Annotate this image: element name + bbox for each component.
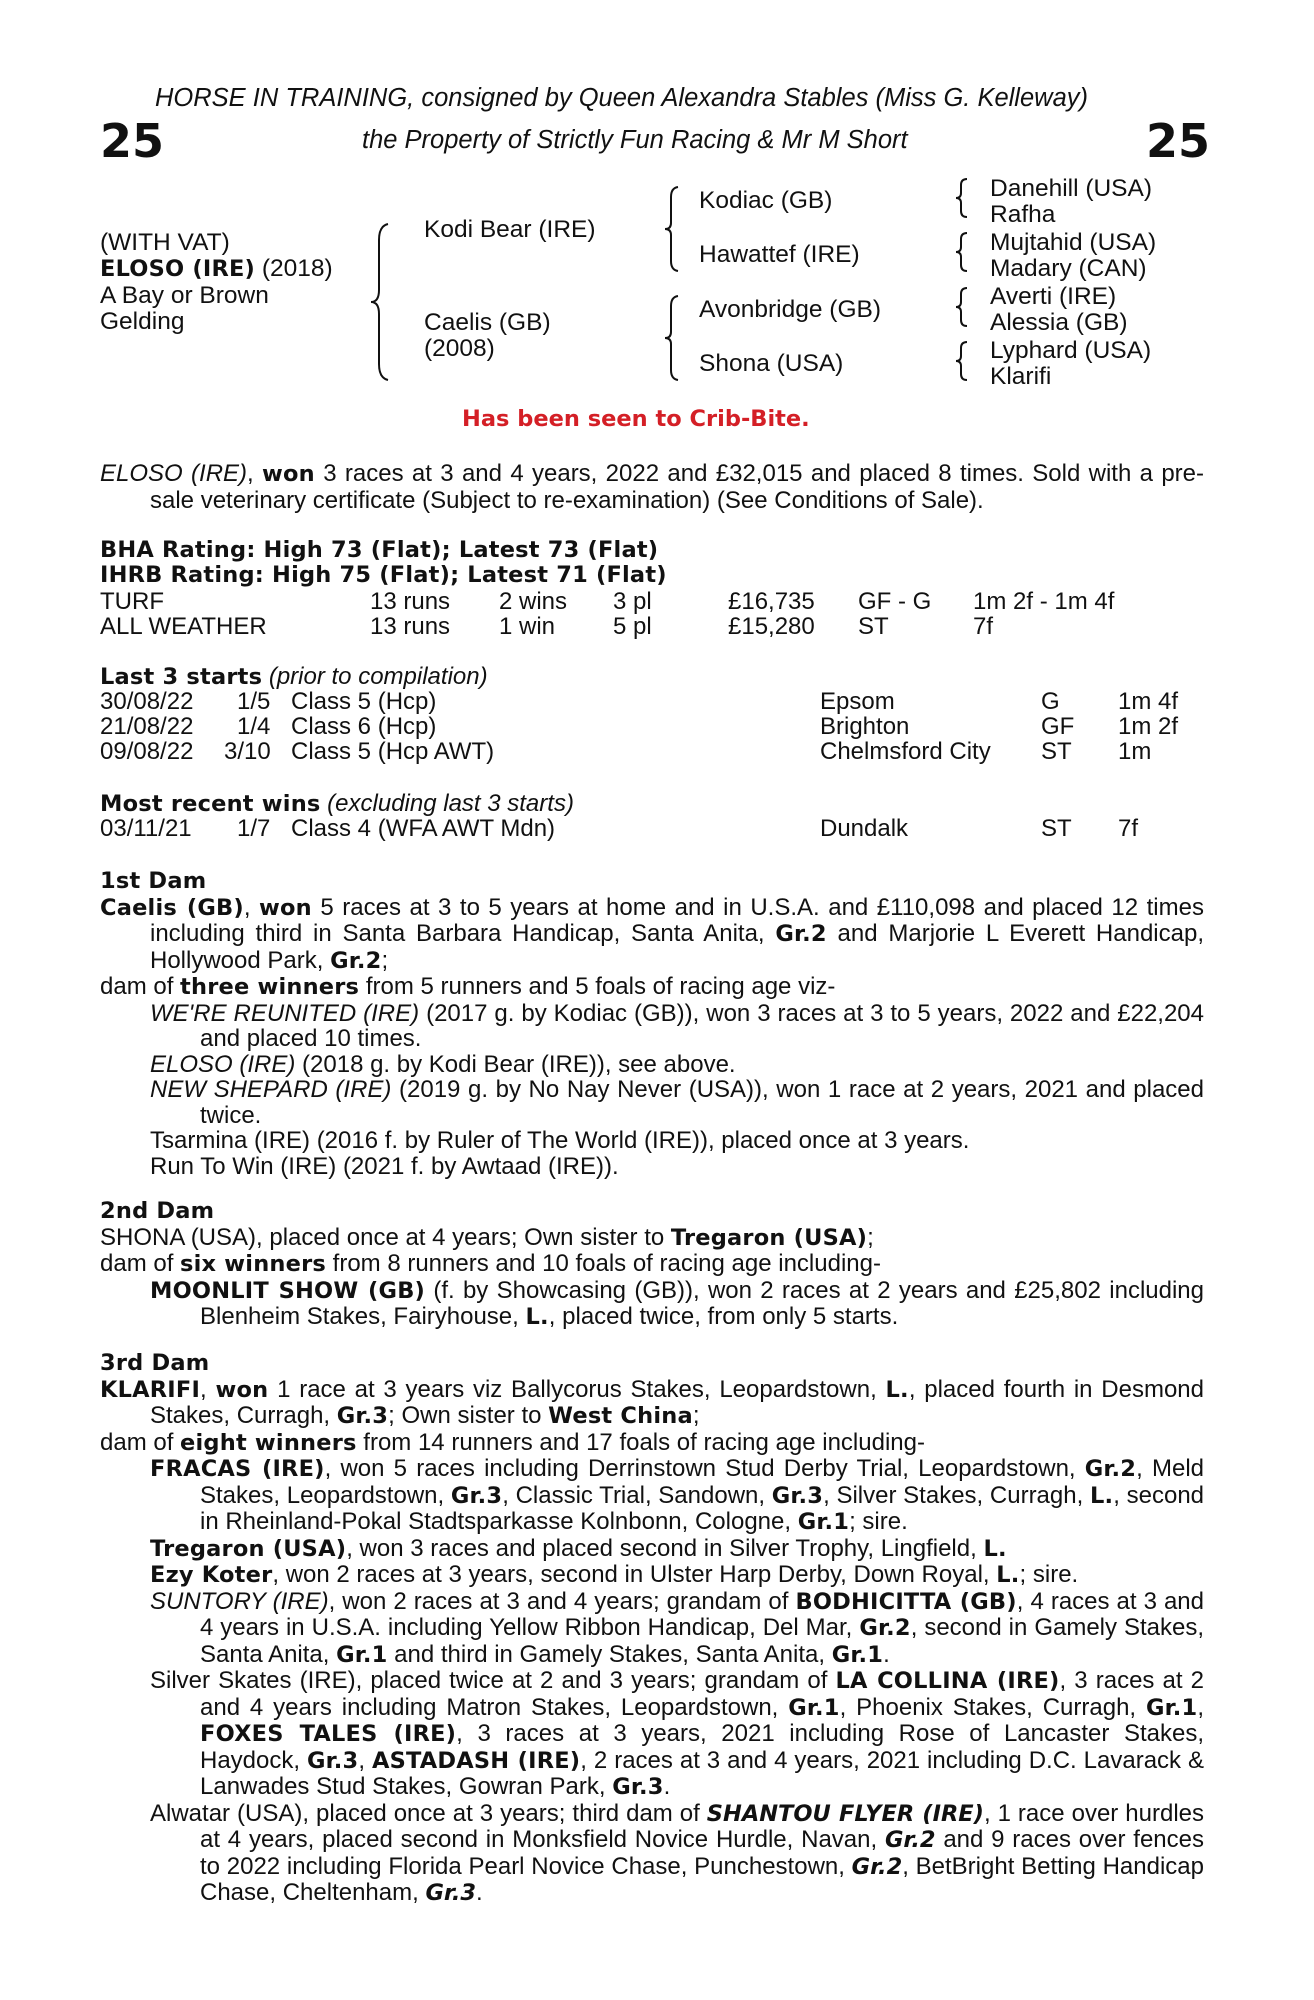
first-dam-section: 1st Dam Caelis (GB), won 5 races at 3 to 5 years at home and in U.S.A. and £110,098 and placed 12 times including third in Santa Barbara Handicap, Santa Anita, Gr.2 and Marjorie L Everett Handicap, Hollywood Park, Gr.2; dam of three winners from 5 runners and 5 foals of racing age viz- WE'RE REUNITED (IRE) (2017 g. by Kodiac (GB)), won 3 races at 3 to 5 years, 2022 and £22,204 and placed 10 times. ELOSO (IRE) (2018 g. by Kodi Bear (IRE)), see above. NEW SHEPARD (IRE) (2019 g. by No Nay Never (USA)), won 1 race at 2 years, 2021 and placed twice. Tsarmina (IRE) (2016 f. by Ruler of The World (IRE)), placed once at 3 years. Run To Win (IRE) (2021 f. by Awtaad (IRE)). [100, 868, 1204, 1180]
start-distance: 1m [1118, 738, 1152, 765]
horse-name: ELOSO (IRE) [100, 256, 256, 282]
start-row [100, 739, 1210, 765]
pedigree-dam-year: (2008) [424, 335, 495, 362]
vat-note: (WITH VAT) [100, 229, 230, 256]
horse-description-1: A Bay or Brown [100, 282, 269, 309]
horse-year: (2018) [255, 255, 333, 282]
record-surface: TURF [100, 588, 164, 615]
pedigree-bracket-hawattef [956, 231, 972, 275]
progeny-entry: Alwatar (USA), placed once at 3 years; third dam of SHANTOU FLYER (IRE), 1 race over hurdles at 4 years, placed second in Monksfield Novice Hurdle, Navan, Gr.2 and 9 races over fences to 2022 including Florida Pearl Novice Chase, Punchestown, Gr.2, BetBright Betting Handicap Chase, Cheltenham, Gr.3. [150, 1799, 1204, 1906]
record-placed: 5 pl [613, 613, 652, 640]
win-date: 03/11/21 [100, 815, 192, 842]
progeny-entry: WE'RE REUNITED (IRE) (2017 g. by Kodiac (GB)), won 3 races at 3 to 5 years, 2022 and £22,204 and placed 10 times. [150, 999, 1204, 1052]
pedigree-sire: Kodi Bear (IRE) [424, 216, 596, 243]
summary-horse-name: ELOSO (IRE) [100, 460, 248, 487]
start-distance: 1m 4f [1118, 688, 1179, 715]
record-runs: 13 runs [370, 588, 451, 615]
record-wins: 1 win [499, 613, 556, 640]
win-position: 1/7 [237, 815, 271, 842]
pedigree-sire-sire: Kodiac (GB) [699, 187, 833, 214]
record-prize: £16,735 [728, 588, 815, 615]
summary-text: 3 races at 3 and 4 years, 2022 and £32,015 and placed 8 times. Sold with a pre-sale veterinary certificate (Subject to re-examination) (See Conditions of Sale). [150, 460, 1205, 514]
pedigree-bracket-dam [665, 294, 685, 384]
start-row [100, 689, 1210, 715]
record-surface: ALL WEATHER [100, 613, 267, 640]
record-runs: 13 runs [370, 613, 451, 640]
start-date: 30/08/22 [100, 688, 194, 715]
start-race: Class 6 (Hcp) [291, 713, 437, 740]
progeny-entry: ELOSO (IRE) (2018 g. by Kodi Bear (IRE)), see above. [150, 1050, 736, 1078]
start-date: 21/08/22 [100, 713, 194, 740]
horse-name-line [100, 256, 333, 283]
third-dam-section: 3rd Dam KLARIFI, won 1 race at 3 years viz Ballycorus Stakes, Leopardstown, L., placed fourth in Desmond Stakes, Curragh, Gr.3; Own sister to West China; dam of eight winners from 14 runners and 17 foals of racing age including- FRACAS (IRE), won 5 races including Derrinstown Stud Derby Trial, Leopardstown, Gr.2, Meld Stakes, Leopardstown, Gr.3, Classic Trial, Sandown, Gr.3, Silver Stakes, Curragh, L., second in Rheinland-Pokal Stadtsparkasse Kolnbonn, Cologne, Gr.1; sire. Tregaron (USA), won 3 races and placed second in Silver Trophy, Lingfield, L. Ezy Koter, won 2 races at 3 years, second in Ulster Harp Derby, Down Royal, L.; sire. SUNTORY (IRE), won 2 races at 3 and 4 years; grandam of BODHICITTA (GB), 4 races at 3 and 4 years in U.S.A. including Yellow Ribbon Handicap, Del Mar, Gr.2, second in Gamely Stakes, Santa Anita, Gr.1 and third in Gamely Stakes, Santa Anita, Gr.1. Silver Skates (IRE), placed twice at 2 and 3 years; grandam of LA COLLINA (IRE), 3 races at 2 and 4 years including Matron Stakes, Leopardstown, Gr.1, Phoenix Stakes, Curragh, Gr.1, FOXES TALES (IRE), 3 races at 3 years, 2021 including Rose of Lancaster Stakes, Haydock, Gr.3, ASTADASH (IRE), 2 races at 3 and 4 years, 2021 including D.C. Lavarack & Lanwades Stud Stakes, Gowran Park, Gr.3. Alwatar (USA), placed once at 3 years; third dam of SHANTOU FLYER (IRE), 1 race over hurdles at 4 years, placed second in Monksfield Novice Hurdle, Navan, Gr.2 and 9 races over fences to 2022 including Florida Pearl Novice Chase, Punchestown, Gr.2, BetBright Betting Handicap Chase, Cheltenham, Gr.3. [100, 1350, 1205, 1906]
pedigree-gen3-5: Averti (IRE) [990, 283, 1117, 310]
pedigree-gen3-3: Mujtahid (USA) [990, 229, 1157, 256]
pedigree-bracket-kodiac [956, 177, 972, 221]
start-going: GF [1041, 713, 1075, 740]
pedigree-bracket-avonbridge [956, 286, 972, 330]
record-prize: £15,280 [728, 613, 815, 640]
consignor-line: HORSE IN TRAINING, consigned by Queen Alexandra Stables (Miss G. Kelleway) [155, 84, 1088, 112]
pedigree-dam-dam: Shona (USA) [699, 350, 844, 377]
start-distance: 1m 2f [1118, 713, 1179, 740]
start-course: Epsom [820, 688, 895, 715]
pedigree-gen3-6: Alessia (GB) [990, 309, 1128, 336]
pedigree-dam-sire: Avonbridge (GB) [699, 296, 882, 323]
ihrb-rating: IHRB Rating: High 75 (Flat); Latest 71 (Flat) [100, 562, 667, 588]
second-dam-section: 2nd Dam SHONA (USA), placed once at 4 years; Own sister to Tregaron (USA); dam of six winners from 8 runners and 10 foals of racing age including- MOONLIT SHOW (GB) (f. by Showcasing (GB)), won 2 races at 2 years and £25,802 including Blenheim Stakes, Fairyhouse, L., placed twice, from only 5 starts. [100, 1198, 1204, 1330]
record-going: ST [858, 613, 889, 640]
progeny-entry: SUNTORY (IRE), won 2 races at 3 and 4 years; grandam of BODHICITTA (GB), 4 races at 3 and 4 years in U.S.A. including Yellow Ribbon Handicap, Del Mar, Gr.2, second in Gamely Stakes, Santa Anita, Gr.1 and third in Gamely Stakes, Santa Anita, Gr.1. [150, 1587, 1205, 1668]
pedigree-bracket-main [374, 222, 394, 382]
property-line: the Property of Strictly Fun Racing & Mr M Short [362, 126, 908, 154]
start-race: Class 5 (Hcp) [291, 688, 437, 715]
recent-wins-heading: Most recent wins (excluding last 3 starts) [100, 790, 574, 817]
progeny-entry: NEW SHEPARD (IRE) (2019 g. by No Nay Never (USA)), won 1 race at 2 years, 2021 and placed twice. [150, 1076, 1204, 1129]
second-dam-heading: 2nd Dam [100, 1198, 215, 1224]
win-going: ST [1041, 815, 1072, 842]
summary-won: won [262, 461, 315, 487]
win-course: Dundalk [820, 815, 909, 842]
last-starts-heading: Last 3 starts (prior to compilation) [100, 663, 488, 690]
start-course: Brighton [820, 713, 910, 740]
start-date: 09/08/22 [100, 738, 194, 765]
pedigree-bracket-shona [956, 340, 972, 384]
pedigree-gen3-1: Danehill (USA) [990, 175, 1153, 202]
pedigree-bracket-sire [665, 185, 685, 275]
third-dam-heading: 3rd Dam [100, 1350, 210, 1376]
record-wins: 2 wins [499, 588, 568, 615]
record-distance: 1m 2f - 1m 4f [973, 588, 1115, 615]
first-dam-name: Caelis (GB) [100, 894, 244, 921]
progeny-entry: Tsarmina (IRE) (2016 f. by Ruler of The World (IRE)), placed once at 3 years. [150, 1127, 970, 1154]
record-distance: 7f [973, 613, 994, 640]
pedigree-gen3-7: Lyphard (USA) [990, 337, 1152, 364]
pedigree-sire-dam: Hawattef (IRE) [699, 241, 860, 268]
pedigree-gen3-2: Rafha [990, 201, 1056, 228]
crib-bite-warning: Has been seen to Crib-Bite. [462, 406, 810, 432]
record-row-turf [100, 589, 1210, 615]
start-position: 3/10 [224, 738, 271, 765]
race-summary: ELOSO (IRE), won 3 races at 3 and 4 years, 2022 and £32,015 and placed 8 times. Sold with a pre-sale veterinary certificate (Subject to re-examination) (See Conditions of Sale). [100, 460, 1205, 514]
progeny-entry: Ezy Koter, won 2 races at 3 years, second in Ulster Harp Derby, Down Royal, L.; sire. [150, 1561, 1079, 1588]
lot-number-left: 25 [100, 114, 165, 168]
record-going: GF - G [858, 588, 932, 615]
bha-rating: BHA Rating: High 73 (Flat); Latest 73 (Flat) [100, 537, 659, 563]
progeny-entry: Tregaron (USA), won 3 races and placed second in Silver Trophy, Lingfield, L. [150, 1534, 1007, 1562]
start-position: 1/4 [237, 713, 271, 740]
horse-description-2: Gelding [100, 308, 185, 335]
pedigree-dam: Caelis (GB) [424, 309, 551, 336]
progeny-entry: Run To Win (IRE) (2021 f. by Awtaad (IRE)). [150, 1152, 619, 1180]
win-row [100, 816, 1210, 842]
first-dam-heading: 1st Dam [100, 868, 207, 894]
progeny-entry: FRACAS (IRE), won 5 races including Derrinstown Stud Derby Trial, Leopardstown, Gr.2, Meld Stakes, Leopardstown, Gr.3, Classic Trial, Sandown, Gr.3, Silver Stakes, Curragh, L., second in Rheinland-Pokal Stadtsparkasse Kolnbonn, Cologne, Gr.1; sire. [150, 1455, 1205, 1535]
start-race: Class 5 (Hcp AWT) [291, 738, 495, 765]
progeny-entry: Silver Skates (IRE), placed twice at 2 and 3 years; grandam of LA COLLINA (IRE), 3 races at 2 and 4 years including Matron Stakes, Leopardstown, Gr.1, Phoenix Stakes, Curragh, Gr.1, FOXES TALES (IRE), 3 races at 3 years, 2021 including Rose of Lancaster Stakes, Haydock, Gr.3, ASTADASH (IRE), 2 races at 3 and 4 years, 2021 including D.C. Lavarack & Lanwades Stud Stakes, Gowran Park, Gr.3. [150, 1667, 1205, 1800]
record-row-all-weather [100, 614, 1210, 640]
start-position: 1/5 [237, 688, 271, 715]
win-distance: 7f [1118, 815, 1139, 842]
start-going: G [1041, 688, 1060, 715]
win-race: Class 4 (WFA AWT Mdn) [291, 815, 556, 842]
progeny-entry: MOONLIT SHOW (GB) (f. by Showcasing (GB)), won 2 races at 2 years and £25,802 including Blenheim Stakes, Fairyhouse, L., placed twice, from only 5 starts. [150, 1276, 1204, 1330]
record-placed: 3 pl [613, 588, 652, 615]
start-course: Chelmsford City [820, 738, 991, 765]
start-going: ST [1041, 738, 1072, 765]
pedigree-gen3-8: Klarifi [990, 363, 1052, 390]
start-row [100, 714, 1210, 740]
lot-number-right: 25 [1146, 114, 1211, 168]
pedigree-gen3-4: Madary (CAN) [990, 255, 1147, 282]
